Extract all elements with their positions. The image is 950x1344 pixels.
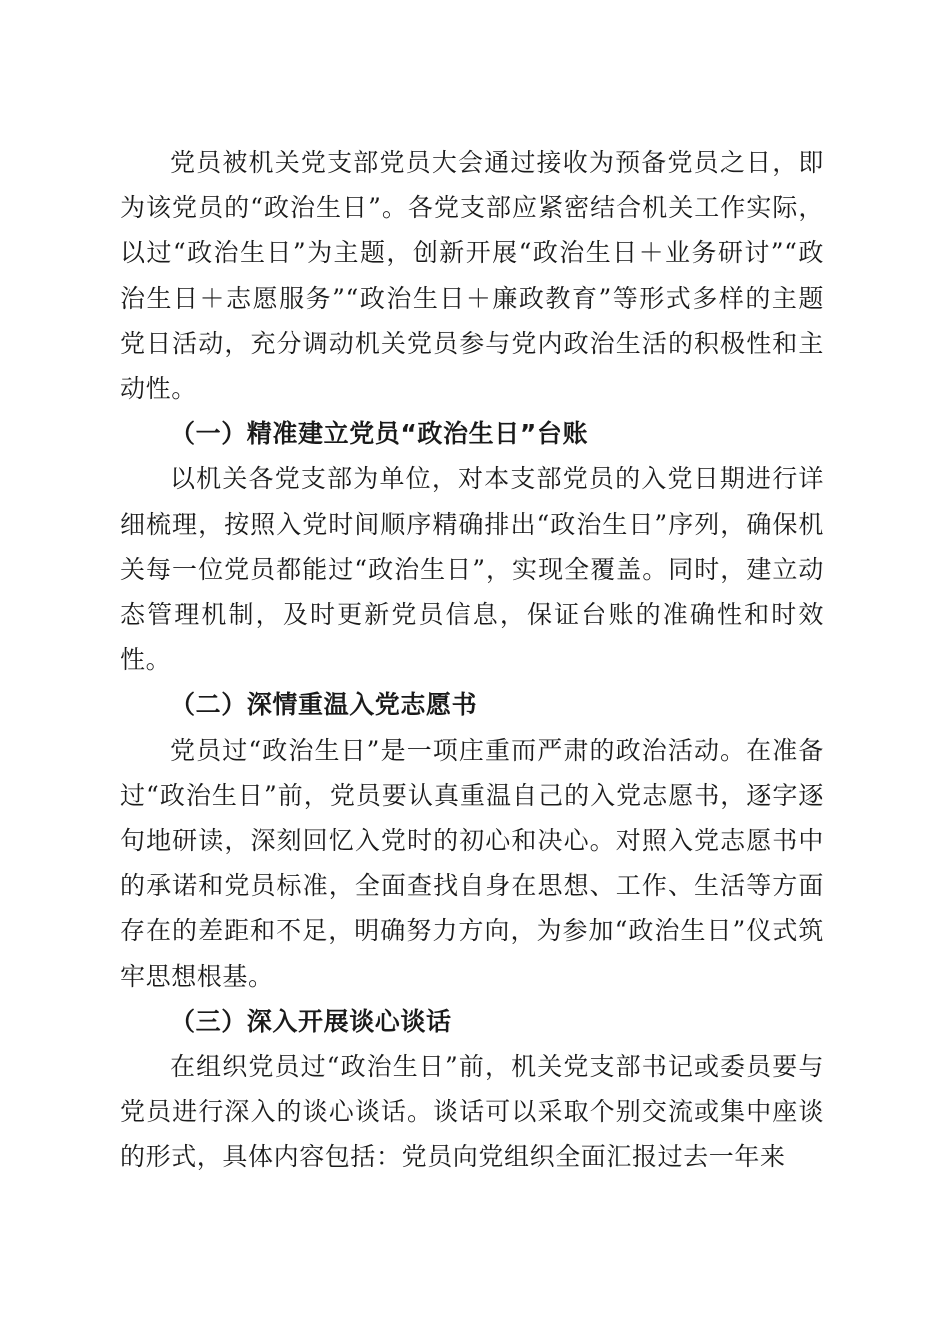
paragraph-intro: 党员被机关党支部党员大会通过接收为预备党员之日，即为该党员的“政治生日”。各党支部应紧密结合机关工作实际，以过“政治生日”为主题，创新开展“政治生日＋业务研讨”“政治生日＋志愿服务”“政治生日＋廉政教育”等形式多样的主题党日活动，充分调动机关党员参与党内政治生活的积极性和主动性。 (120, 148, 824, 404)
section-heading-2: （二）深情重温入党志愿书 (170, 690, 478, 720)
paragraph-talk: 在组织党员过“政治生日”前，机关党支部书记或委员要与党员进行深入的谈心谈话。谈话可以采取个别交流或集中座谈的形式，具体内容包括：党员向党组织全面汇报过去一年来 (120, 1052, 824, 1172)
section-heading-3: （三）深入开展谈心谈话 (170, 1006, 452, 1036)
paragraph-application: 党员过“政治生日”是一项庄重而严肃的政治活动。在准备过“政治生日”前，党员要认真重温自己的入党志愿书，逐字逐句地研读，深刻回忆入党时的初心和决心。对照入党志愿书中的承诺和党员标准，全面查找自身在思想、工作、生活等方面存在的差距和不足，明确努力方向，为参加“政治生日”仪式筑牢思想根基。 (120, 735, 824, 991)
document-body (120, 140, 824, 1180)
section-heading-1: （一）精准建立党员“政治生日”台账 (170, 419, 589, 449)
paragraph-ledger: 以机关各党支部为单位，对本支部党员的入党日期进行详细梳理，按照入党时间顺序精确排出“政治生日”序列，确保机关每一位党员都能过“政治生日”，实现全覆盖。同时，建立动态管理机制，及时更新党员信息，保证台账的准确性和时效性。 (120, 464, 824, 675)
